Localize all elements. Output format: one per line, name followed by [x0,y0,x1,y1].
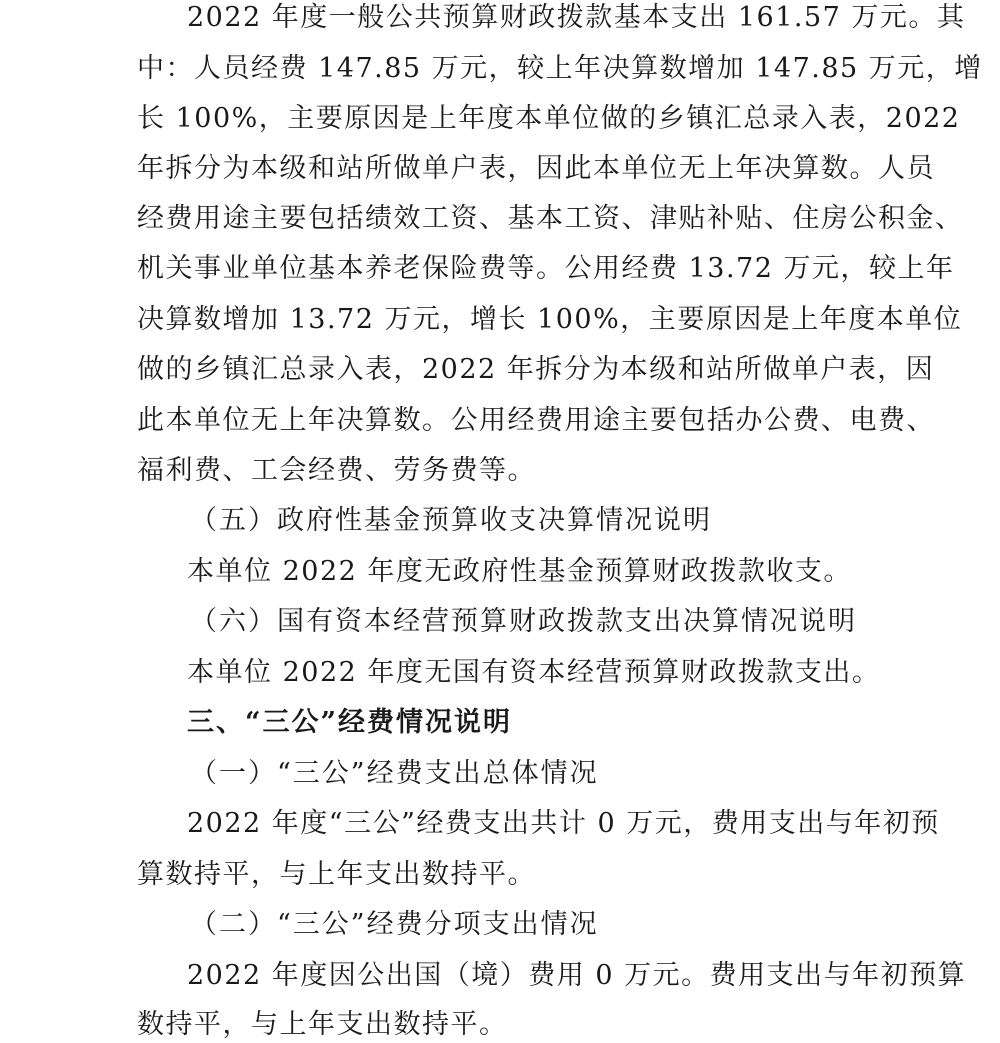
paragraph-line: 长 100%，主要原因是上年度本单位做的乡镇汇总录入表，2022 [137,103,961,134]
paragraph-line: 决算数增加 13.72 万元，增长 100%，主要原因是上年度本单位 [137,304,963,335]
paragraph-line: 福利费、工会经费、劳务费等。 [137,455,536,486]
paragraph-line: 算数持平，与上年支出数持平。 [137,859,536,890]
section-5-body: 本单位 2022 年度无政府性基金预算财政拨款收支。 [187,556,852,587]
paragraph-line: 机关事业单位基本养老保险费等。公用经费 13.72 万元，较上年 [137,253,955,284]
paragraph-line: 做的乡镇汇总录入表，2022 年拆分为本级和站所做单户表，因 [137,354,935,385]
paragraph-line: 经费用途主要包括绩效工资、基本工资、津贴补贴、住房公积金、 [137,203,964,234]
paragraph-line: 年拆分为本级和站所做单户表，因此本单位无上年决算数。人员 [137,153,935,184]
paragraph-line: 此本单位无上年决算数。公用经费用途主要包括办公费、电费、 [137,405,935,436]
paragraph-line: 中：人员经费 147.85 万元，较上年决算数增加 147.85 万元，增 [137,53,983,84]
paragraph-line: 2022 年度因公出国（境）费用 0 万元。费用支出与年初预算 [187,960,967,991]
section-5-title: （五）政府性基金预算收支决算情况说明 [190,505,712,536]
paragraph-line: 2022 年度“三公”经费支出共计 0 万元，费用支出与年初预 [187,808,940,839]
section-6-title: （六）国有资本经营预算财政拨款支出决算情况说明 [190,606,857,637]
paragraph-line: 数持平，与上年支出数持平。 [137,1009,508,1040]
chapter-3-heading: 三、“三公”经费情况说明 [187,707,513,738]
subsection-2-title: （二）“三公”经费分项支出情况 [190,909,599,940]
section-6-body: 本单位 2022 年度无国有资本经营预算财政拨款支出。 [187,657,881,688]
paragraph-line: 2022 年度一般公共预算财政拨款基本支出 161.57 万元。其 [187,2,966,33]
subsection-1-title: （一）“三公”经费支出总体情况 [190,758,599,789]
